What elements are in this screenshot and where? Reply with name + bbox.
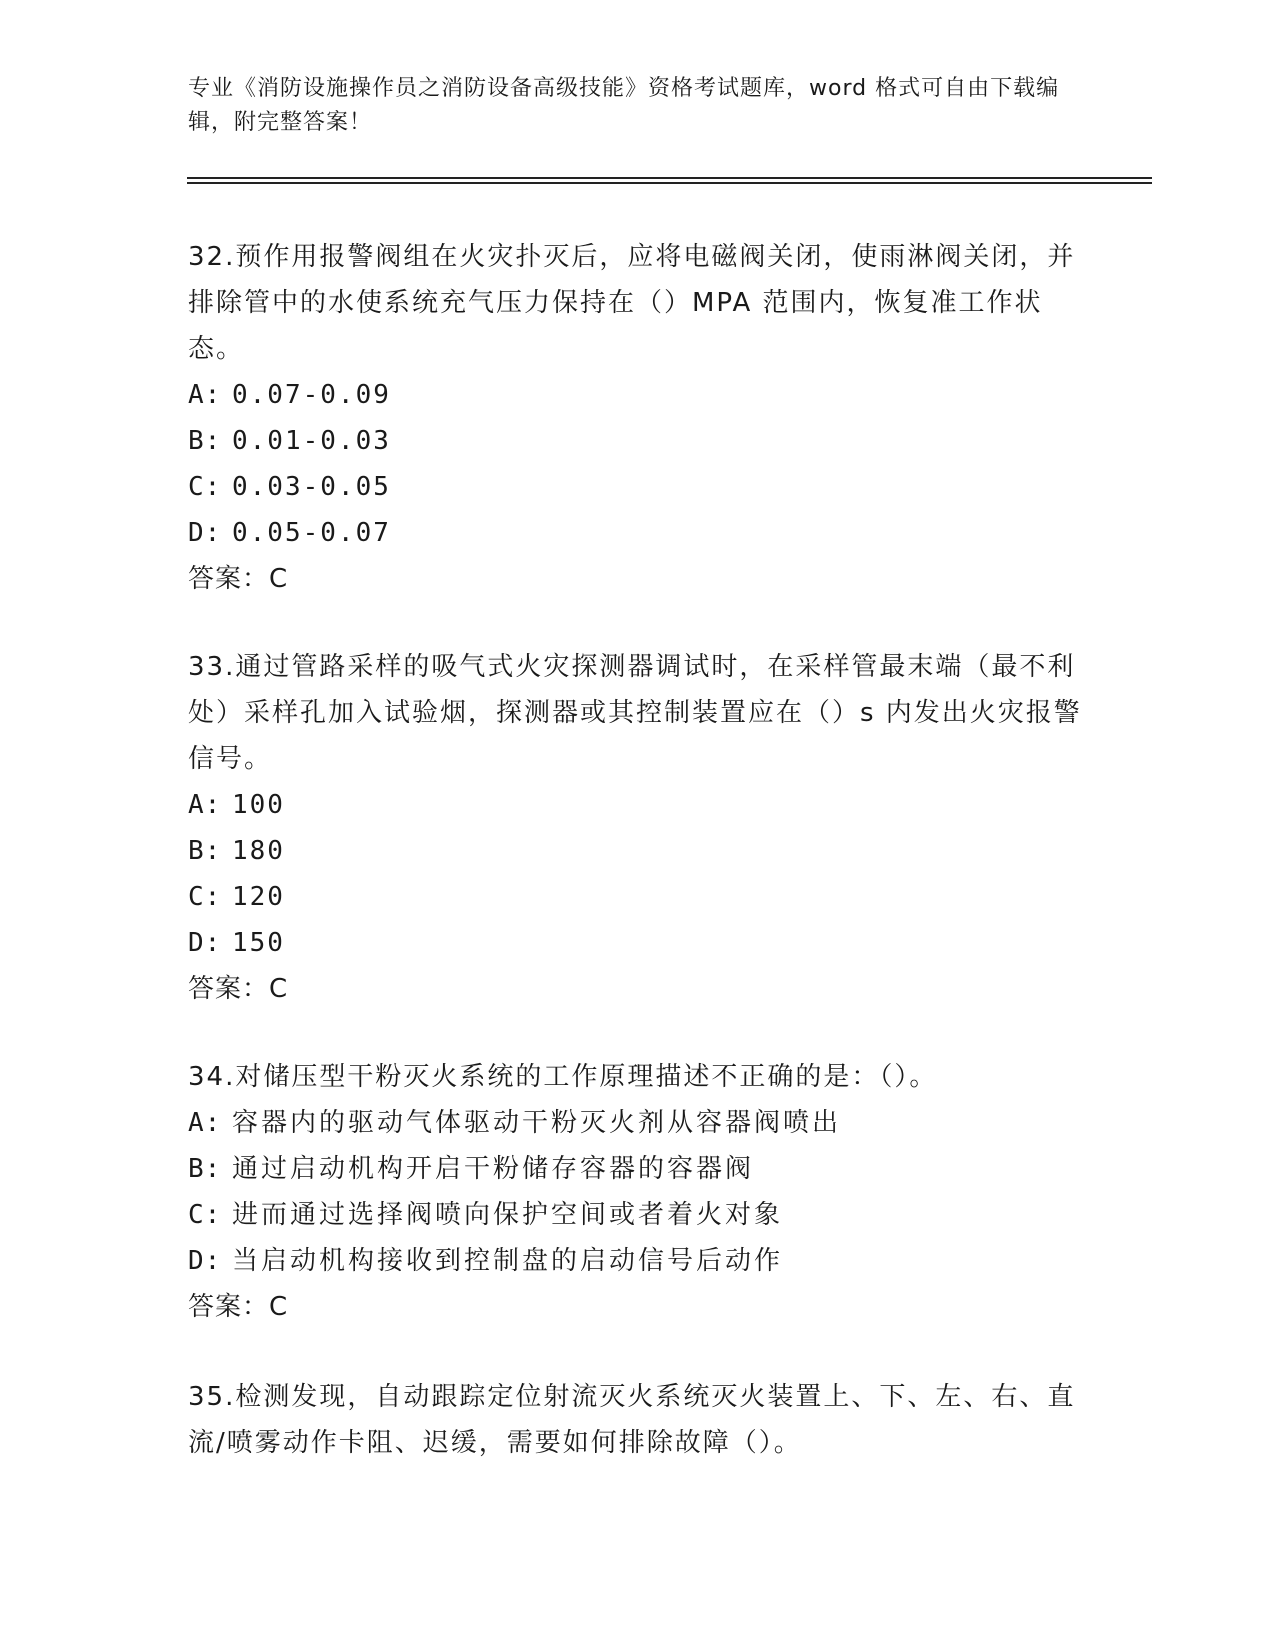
option-text: 0.05-0.07 bbox=[232, 518, 391, 548]
header-divider-bottom bbox=[187, 182, 1152, 184]
option-letter: A: bbox=[188, 380, 222, 410]
option-text: 180 bbox=[232, 836, 285, 866]
option-letter: B: bbox=[188, 836, 222, 866]
option-letter: C: bbox=[188, 472, 222, 502]
option-b bbox=[188, 828, 1088, 874]
option-text: 0.01-0.03 bbox=[232, 426, 391, 456]
option-d bbox=[188, 920, 1088, 966]
option-letter: D: bbox=[188, 928, 222, 958]
option-text: 通过启动机构开启干粉储存容器的容器阀 bbox=[232, 1154, 755, 1184]
option-list bbox=[188, 782, 1088, 966]
question-33 bbox=[188, 644, 1088, 1012]
option-text: 150 bbox=[232, 928, 285, 958]
option-c bbox=[188, 874, 1088, 920]
option-letter: B: bbox=[188, 426, 222, 456]
question-stem: 32.预作用报警阀组在火灾扑灭后，应将电磁阀关闭，使雨淋阀关闭，并排除管中的水使系统充气压力保持在（）MPA 范围内，恢复准工作状态。 bbox=[188, 242, 1076, 364]
option-b bbox=[188, 1146, 1088, 1192]
answer-line: 答案：C bbox=[188, 1292, 289, 1322]
option-a bbox=[188, 372, 1088, 418]
option-c bbox=[188, 1192, 1088, 1238]
option-letter: D: bbox=[188, 518, 222, 548]
option-text: 0.03-0.05 bbox=[232, 472, 391, 502]
option-text: 容器内的驱动气体驱动干粉灭火剂从容器阀喷出 bbox=[232, 1108, 842, 1138]
option-d bbox=[188, 510, 1088, 556]
header-divider-top bbox=[187, 177, 1152, 179]
option-letter: C: bbox=[188, 882, 222, 912]
option-letter: C: bbox=[188, 1200, 222, 1230]
option-d bbox=[188, 1238, 1088, 1284]
option-text: 120 bbox=[232, 882, 285, 912]
option-list bbox=[188, 372, 1088, 556]
document-header: 专业《消防设施操作员之消防设备高级技能》资格考试题库，word 格式可自由下载编辑，附完整答案！ bbox=[188, 76, 1060, 135]
option-letter: B: bbox=[188, 1154, 222, 1184]
option-text: 0.07-0.09 bbox=[232, 380, 391, 410]
question-34 bbox=[188, 1054, 1088, 1330]
option-list bbox=[188, 1100, 1088, 1284]
option-text: 进而通过选择阀喷向保护空间或者着火对象 bbox=[232, 1200, 784, 1230]
option-letter: A: bbox=[188, 790, 222, 820]
question-stem: 33.通过管路采样的吸气式火灾探测器调试时，在采样管最末端（最不利处）采样孔加入试验烟，探测器或其控制装置应在（）s 内发出火灾报警信号。 bbox=[188, 652, 1082, 774]
question-stem: 35.检测发现，自动跟踪定位射流灭火系统灭火装置上、下、左、右、直流/喷雾动作卡阻、迟缓，需要如何排除故障（）。 bbox=[188, 1382, 1076, 1458]
option-letter: D: bbox=[188, 1246, 222, 1276]
option-a bbox=[188, 1100, 1088, 1146]
question-32 bbox=[188, 234, 1088, 602]
option-text: 当启动机构接收到控制盘的启动信号后动作 bbox=[232, 1246, 784, 1276]
question-35 bbox=[188, 1374, 1088, 1466]
option-letter: A: bbox=[188, 1108, 222, 1138]
question-stem: 34.对储压型干粉灭火系统的工作原理描述不正确的是：（）。 bbox=[188, 1062, 938, 1092]
answer-line: 答案：C bbox=[188, 564, 289, 594]
option-text: 100 bbox=[232, 790, 285, 820]
answer-line: 答案：C bbox=[188, 974, 289, 1004]
option-c bbox=[188, 464, 1088, 510]
option-b bbox=[188, 418, 1088, 464]
option-a bbox=[188, 782, 1088, 828]
